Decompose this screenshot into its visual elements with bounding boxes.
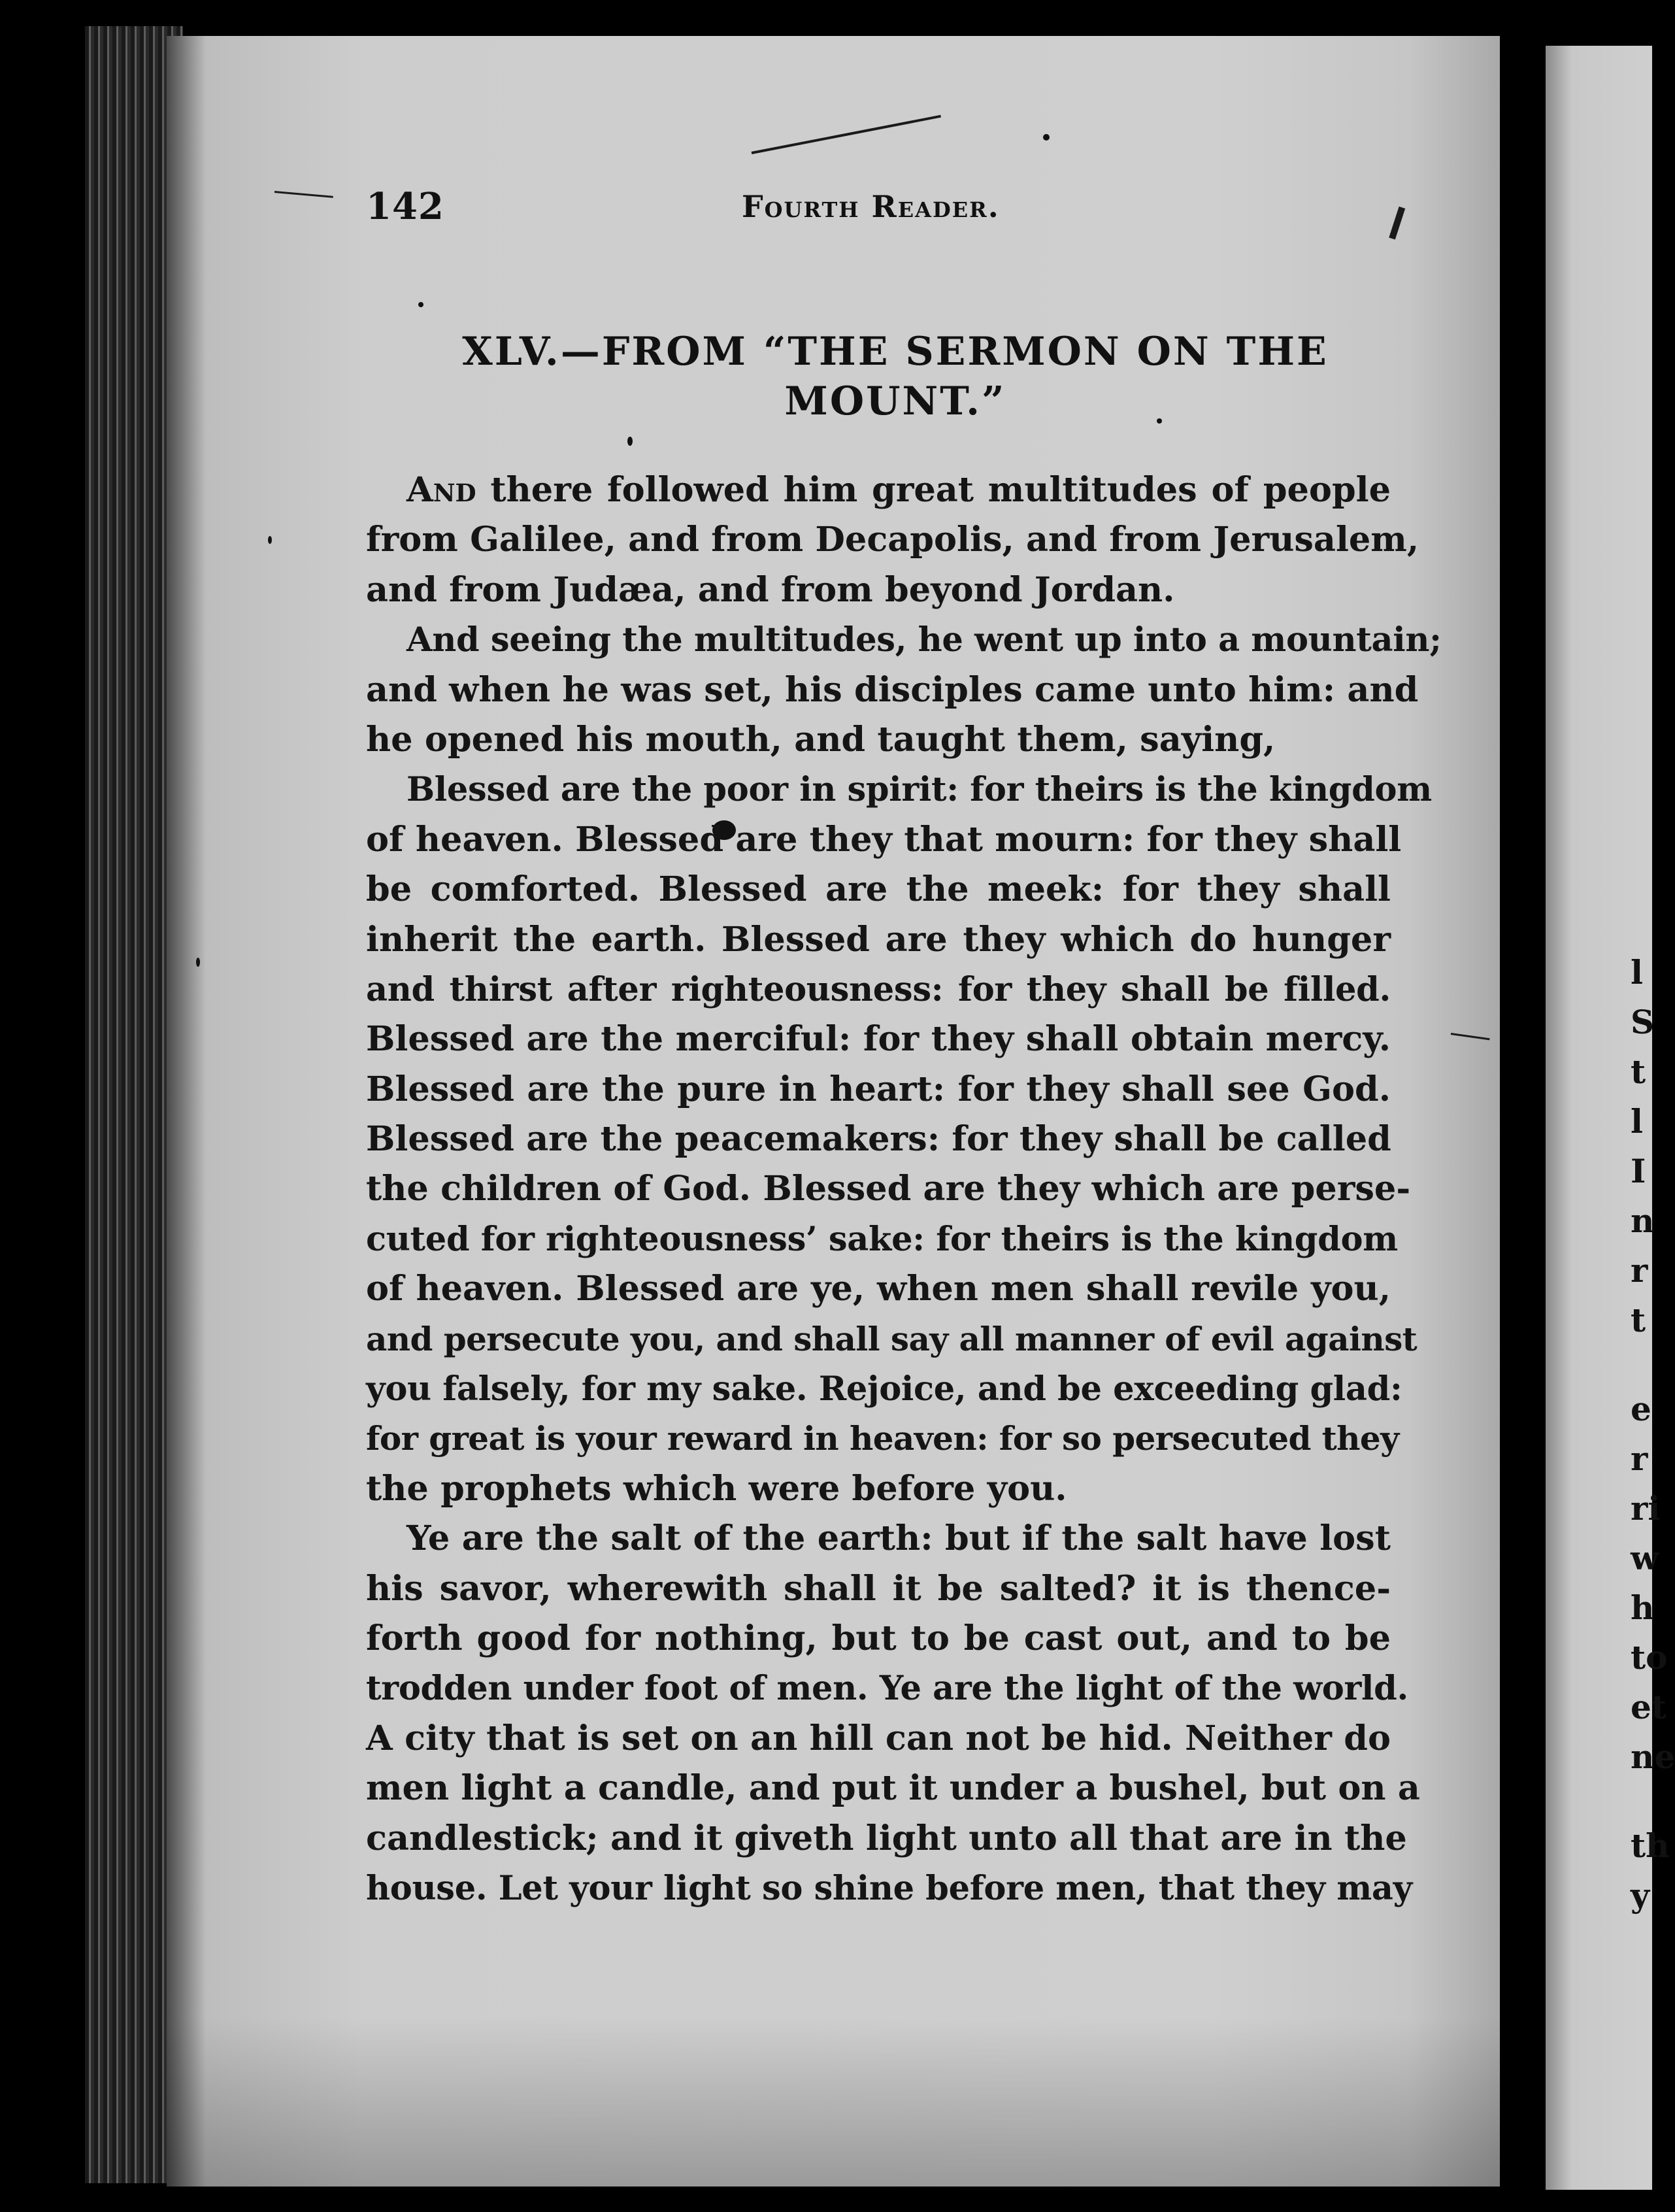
- text-line: from Galilee, and from Decapolis, and from Jerusalem,: [366, 520, 1419, 560]
- facing-page-fragment: h: [1631, 1588, 1655, 1627]
- chapter-title-line-1: XLV.—FROM “THE SERMON ON THE: [462, 329, 1329, 375]
- scan-speck: [196, 958, 200, 967]
- text-line: of heaven. Blessed are ye, when men shall revile you,: [366, 1269, 1391, 1309]
- text-line: Blessed are the peacemakers: for they shall be called: [366, 1119, 1391, 1160]
- facing-page-fragment: l: [1631, 953, 1643, 992]
- facing-page-fragment: l: [1631, 1102, 1643, 1141]
- text-line: his savor, wherewith shall it be salted? it is thence-: [366, 1568, 1391, 1609]
- facing-page-fragment: ri: [1631, 1489, 1661, 1528]
- text-line: Ye are the salt of the earth: but if the salt have lost: [406, 1518, 1391, 1559]
- facing-page: [1546, 46, 1675, 2190]
- page-number: 142: [366, 185, 444, 228]
- text-line: for great is your reward in heaven: for so persecuted they: [366, 1419, 1399, 1458]
- facing-page-fragment: n: [1631, 1201, 1655, 1240]
- text-line: trodden under foot of men. Ye are the light of the world.: [366, 1669, 1408, 1709]
- book-gutter: [1500, 0, 1546, 2212]
- facing-page-fragment: et: [1631, 1688, 1667, 1726]
- text-line: you falsely, for my sake. Rejoice, and be exceeding glad:: [366, 1369, 1402, 1409]
- facing-page-text-fragments: [1631, 948, 1675, 1920]
- facing-page-fragment: to: [1631, 1638, 1668, 1677]
- text-line: house. Let your light so shine before men, that they may: [366, 1868, 1413, 1908]
- text-line: forth good for nothing, but to be cast out, and to be: [366, 1618, 1391, 1658]
- text-line: cuted for righteousness’ sake: for theirs is the kingdom: [366, 1219, 1398, 1259]
- text-line: men light a candle, and put it under a bushel, but on a: [366, 1768, 1420, 1809]
- scan-speck: [268, 536, 272, 544]
- text-line: the children of God. Blessed are they which are perse-: [366, 1169, 1411, 1209]
- text-line: Blessed are the poor in spirit: for theirs is the kingdom: [406, 770, 1432, 810]
- text-line: [366, 465, 1391, 515]
- lead-word: And: [406, 470, 476, 510]
- text-line: of heaven. Blessed are they that mourn: for they shall: [366, 819, 1402, 860]
- text-line: A city that is set on an hill can not be hid. Neither do: [366, 1718, 1391, 1758]
- text-line: Blessed are the merciful: for they shall obtain mercy.: [366, 1019, 1391, 1060]
- running-head: Fourth Reader.: [742, 189, 1000, 224]
- text-line: the prophets which were before you.: [366, 1468, 1067, 1509]
- facing-page-fragment: t: [1631, 1052, 1646, 1091]
- text-line: Blessed are the pure in heart: for they shall see God.: [366, 1069, 1391, 1109]
- page-header: [366, 185, 1399, 231]
- text-line: and from Judæa, and from beyond Jordan.: [366, 569, 1175, 610]
- scan-speck: [1043, 134, 1050, 141]
- facing-page-fragment: y: [1631, 1876, 1650, 1915]
- text-line: and thirst after righteousness: for they shall be filled.: [366, 969, 1391, 1009]
- facing-page-fragment: t: [1631, 1301, 1646, 1339]
- facing-page-fragment: ne: [1631, 1737, 1675, 1776]
- facing-page-fragment: e: [1631, 1390, 1651, 1428]
- text-line: he opened his mouth, and taught them, saying,: [366, 719, 1276, 760]
- facing-page-fragment: r: [1631, 1251, 1648, 1290]
- facing-page-fragment: r: [1631, 1439, 1648, 1478]
- chapter-title-line-2: MOUNT.”: [784, 378, 1006, 424]
- facing-page-fragment: S: [1631, 1003, 1655, 1041]
- facing-page-fragment: th: [1631, 1826, 1670, 1865]
- text-line: And seeing the multitudes, he went up into a mountain;: [406, 620, 1442, 660]
- text-line: candlestick; and it giveth light unto all that are in the: [366, 1818, 1407, 1858]
- text-line-content: there followed him great multitudes of people: [476, 470, 1391, 510]
- text-line: and persecute you, and shall say all manner of evil against: [366, 1319, 1418, 1358]
- scan-speck: [627, 437, 633, 446]
- text-line: inherit the earth. Blessed are they which do hunger: [366, 919, 1391, 960]
- body-text: [366, 465, 1442, 1913]
- facing-page-fragment: I: [1631, 1152, 1646, 1190]
- text-line: be comforted. Blessed are the meek: for they shall: [366, 869, 1391, 910]
- chapter-title: [392, 327, 1399, 426]
- facing-page-fragment: w: [1631, 1539, 1659, 1577]
- text-line: and when he was set, his disciples came unto him: and: [366, 669, 1419, 710]
- scan-speck: [418, 302, 423, 307]
